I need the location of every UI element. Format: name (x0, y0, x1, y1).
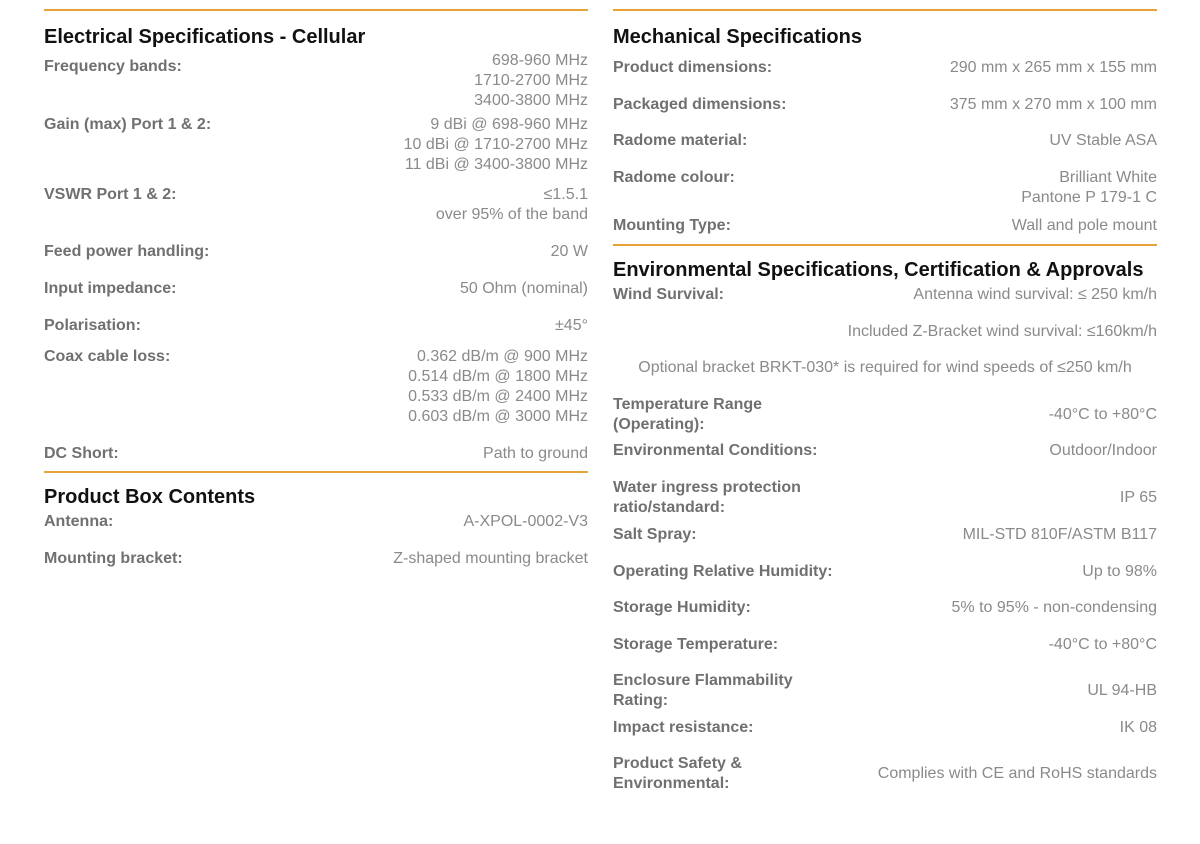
spec-value (555, 316, 588, 336)
spec-row-frequency-bands (44, 51, 588, 107)
spec-value (848, 322, 1157, 342)
spec-row-product-safety (613, 754, 1157, 794)
spec-value (1012, 216, 1157, 236)
spec-label: Radome colour: (613, 169, 735, 186)
spec-label: Operating Relative Humidity: (613, 563, 833, 580)
spec-label: Salt Spray: (613, 526, 697, 543)
spec-row-salt-spray (613, 525, 1157, 562)
spec-value (950, 95, 1157, 115)
spec-value-line: 1710-2700 MHz (474, 72, 588, 89)
spec-value (1049, 131, 1157, 151)
spec-row-feed-power (44, 242, 588, 279)
spec-value-line: 5% to 95% - non-condensing (951, 599, 1157, 616)
section-divider (44, 471, 588, 473)
spec-value-line: 20 W (550, 243, 588, 260)
section-divider (613, 9, 1157, 11)
spec-value-line: 9 dBi @ 698-960 MHz (430, 116, 588, 133)
spec-value-line: UV Stable ASA (1049, 132, 1157, 149)
spec-row-vswr (44, 185, 588, 242)
spec-value (1082, 562, 1157, 582)
spec-value (913, 285, 1157, 305)
spec-row-operating-humidity (613, 562, 1157, 598)
spec-label: Antenna: (44, 513, 114, 530)
spec-value-line: -40°C to +80°C (1048, 406, 1157, 423)
section-title-box: Product Box Contents (44, 486, 256, 508)
spec-value-line: ≤1.5.1 (543, 186, 588, 203)
spec-value-line: Complies with CE and RoHS standards (877, 765, 1157, 782)
spec-label: Product dimensions: (613, 59, 773, 76)
spec-value-line: 375 mm x 270 mm x 100 mm (949, 96, 1157, 113)
spec-value (404, 115, 588, 175)
section-title-environmental: Environmental Specifications, Certification & Approvals (613, 259, 1144, 281)
spec-value (1021, 168, 1157, 208)
spec-label: Temperature Range (Operating): (613, 396, 763, 433)
spec-label: Mounting bracket: (44, 550, 183, 567)
spec-value (1087, 681, 1157, 701)
spec-value (551, 242, 588, 262)
spec-value-line: 290 mm x 265 mm x 155 mm (949, 59, 1157, 76)
spec-value (950, 58, 1157, 78)
spec-label: Water ingress protection ratio/standard: (613, 479, 801, 516)
spec-label: Storage Humidity: (613, 599, 751, 616)
spec-row-temperature-range (613, 395, 1157, 435)
spec-row-mounting-type (613, 216, 1157, 244)
spec-value (952, 598, 1157, 618)
spec-row-gain (44, 115, 588, 185)
spec-value (1120, 718, 1157, 738)
spec-value-line: Optional bracket BRKT-030* is required for wind speeds of ≤250 km/h (638, 359, 1132, 376)
spec-row-antenna (44, 512, 588, 549)
spec-row-wind-bracket (613, 322, 1157, 358)
spec-value (878, 764, 1157, 784)
spec-row-storage-humidity (613, 598, 1157, 635)
spec-row-mounting-bracket (44, 549, 588, 579)
spec-label: Enclosure Flammability Rating: (613, 672, 793, 709)
section-divider (44, 9, 588, 11)
spec-value-line: A-XPOL-0002-V3 (463, 513, 588, 530)
section-divider (613, 244, 1157, 246)
spec-row-packaged-dimensions (613, 95, 1157, 131)
section-title-mechanical: Mechanical Specifications (613, 26, 862, 48)
spec-value (393, 549, 588, 569)
spec-value-line: over 95% of the band (435, 206, 588, 223)
spec-row-product-dimensions (613, 58, 1157, 95)
spec-label: Environmental Conditions: (613, 442, 818, 459)
spec-value (1049, 635, 1157, 655)
spec-label: Packaged dimensions: (613, 96, 787, 113)
spec-value (1049, 441, 1157, 461)
spec-value (483, 444, 588, 464)
spec-row-radome-material (613, 131, 1157, 168)
spec-row-coax-loss (44, 347, 588, 444)
spec-value-line: 698-960 MHz (491, 52, 588, 69)
spec-label: DC Short: (44, 445, 119, 462)
spec-row-polarisation (44, 316, 588, 347)
spec-label: Product Safety & Environmental: (613, 755, 742, 792)
spec-label: Mounting Type: (613, 217, 731, 234)
spec-value-line: 0.533 dB/m @ 2400 MHz (408, 388, 588, 405)
left-column (44, 0, 588, 579)
spec-value-line: -40°C to +80°C (1048, 636, 1157, 653)
spec-label: Frequency bands: (44, 58, 182, 75)
spec-value-line: UL 94-HB (1087, 682, 1157, 699)
spec-row-environmental-conditions (613, 441, 1157, 478)
spec-value (408, 347, 588, 427)
spec-value (963, 525, 1157, 545)
spec-value (474, 51, 588, 111)
spec-value-line: 0.603 dB/m @ 3000 MHz (408, 408, 588, 425)
spec-value-line: IP 65 (1119, 489, 1157, 506)
spec-value (1049, 405, 1157, 425)
spec-row-water-ingress (613, 478, 1157, 518)
spec-label: Input impedance: (44, 280, 177, 297)
spec-value-line: Z-shaped mounting bracket (393, 550, 588, 567)
spec-label: Radome material: (613, 132, 748, 149)
spec-row-flammability (613, 671, 1157, 711)
spec-value-line: ±45° (555, 317, 588, 334)
spec-value-line: Brilliant White (1059, 169, 1157, 186)
spec-row-dc-short (44, 444, 588, 471)
spec-value-line: 3400-3800 MHz (474, 92, 588, 109)
spec-value-line: Outdoor/Indoor (1049, 442, 1157, 459)
spec-value-line: Pantone P 179-1 C (1021, 189, 1157, 206)
spec-value-line: 0.514 dB/m @ 1800 MHz (408, 368, 588, 385)
spec-value-line: Path to ground (483, 445, 588, 462)
spec-value-line: Included Z-Bracket wind survival: ≤160km/h (847, 323, 1157, 340)
spec-row-radome-colour (613, 168, 1157, 216)
spec-row-impact-resistance (613, 718, 1157, 754)
spec-row-wind-survival (613, 285, 1157, 322)
spec-value-line: IK 08 (1119, 719, 1157, 736)
spec-label: Impact resistance: (613, 719, 754, 736)
spec-value-line: Antenna wind survival: ≤ 250 km/h (913, 286, 1157, 303)
spec-value (436, 185, 588, 225)
spec-label: Coax cable loss: (44, 348, 171, 365)
spec-label: Polarisation: (44, 317, 141, 334)
spec-value-line: 10 dBi @ 1710-2700 MHz (403, 136, 588, 153)
spec-label: VSWR Port 1 & 2: (44, 186, 177, 203)
spec-value (638, 358, 1131, 378)
section-title-electrical: Electrical Specifications - Cellular (44, 26, 366, 48)
spec-value-line: 11 dBi @ 3400-3800 MHz (404, 156, 588, 173)
spec-label: Gain (max) Port 1 & 2: (44, 116, 212, 133)
spec-label: Storage Temperature: (613, 636, 779, 653)
spec-row-input-impedance (44, 279, 588, 316)
spec-value-line: Up to 98% (1082, 563, 1157, 580)
spec-label: Wind Survival: (613, 286, 724, 303)
spec-value (460, 279, 588, 299)
spec-value (1120, 488, 1157, 508)
spec-label: Feed power handling: (44, 243, 210, 260)
spec-value-line: MIL-STD 810F/ASTM B117 (962, 526, 1157, 543)
spec-value (463, 512, 588, 532)
spec-row-storage-temperature (613, 635, 1157, 671)
spec-row-wind-optional-bracket (613, 358, 1157, 395)
spec-value-line: 0.362 dB/m @ 900 MHz (417, 348, 588, 365)
spec-value-line: Wall and pole mount (1011, 217, 1157, 234)
right-column (613, 0, 1157, 794)
spec-value-line: 50 Ohm (nominal) (459, 280, 588, 297)
